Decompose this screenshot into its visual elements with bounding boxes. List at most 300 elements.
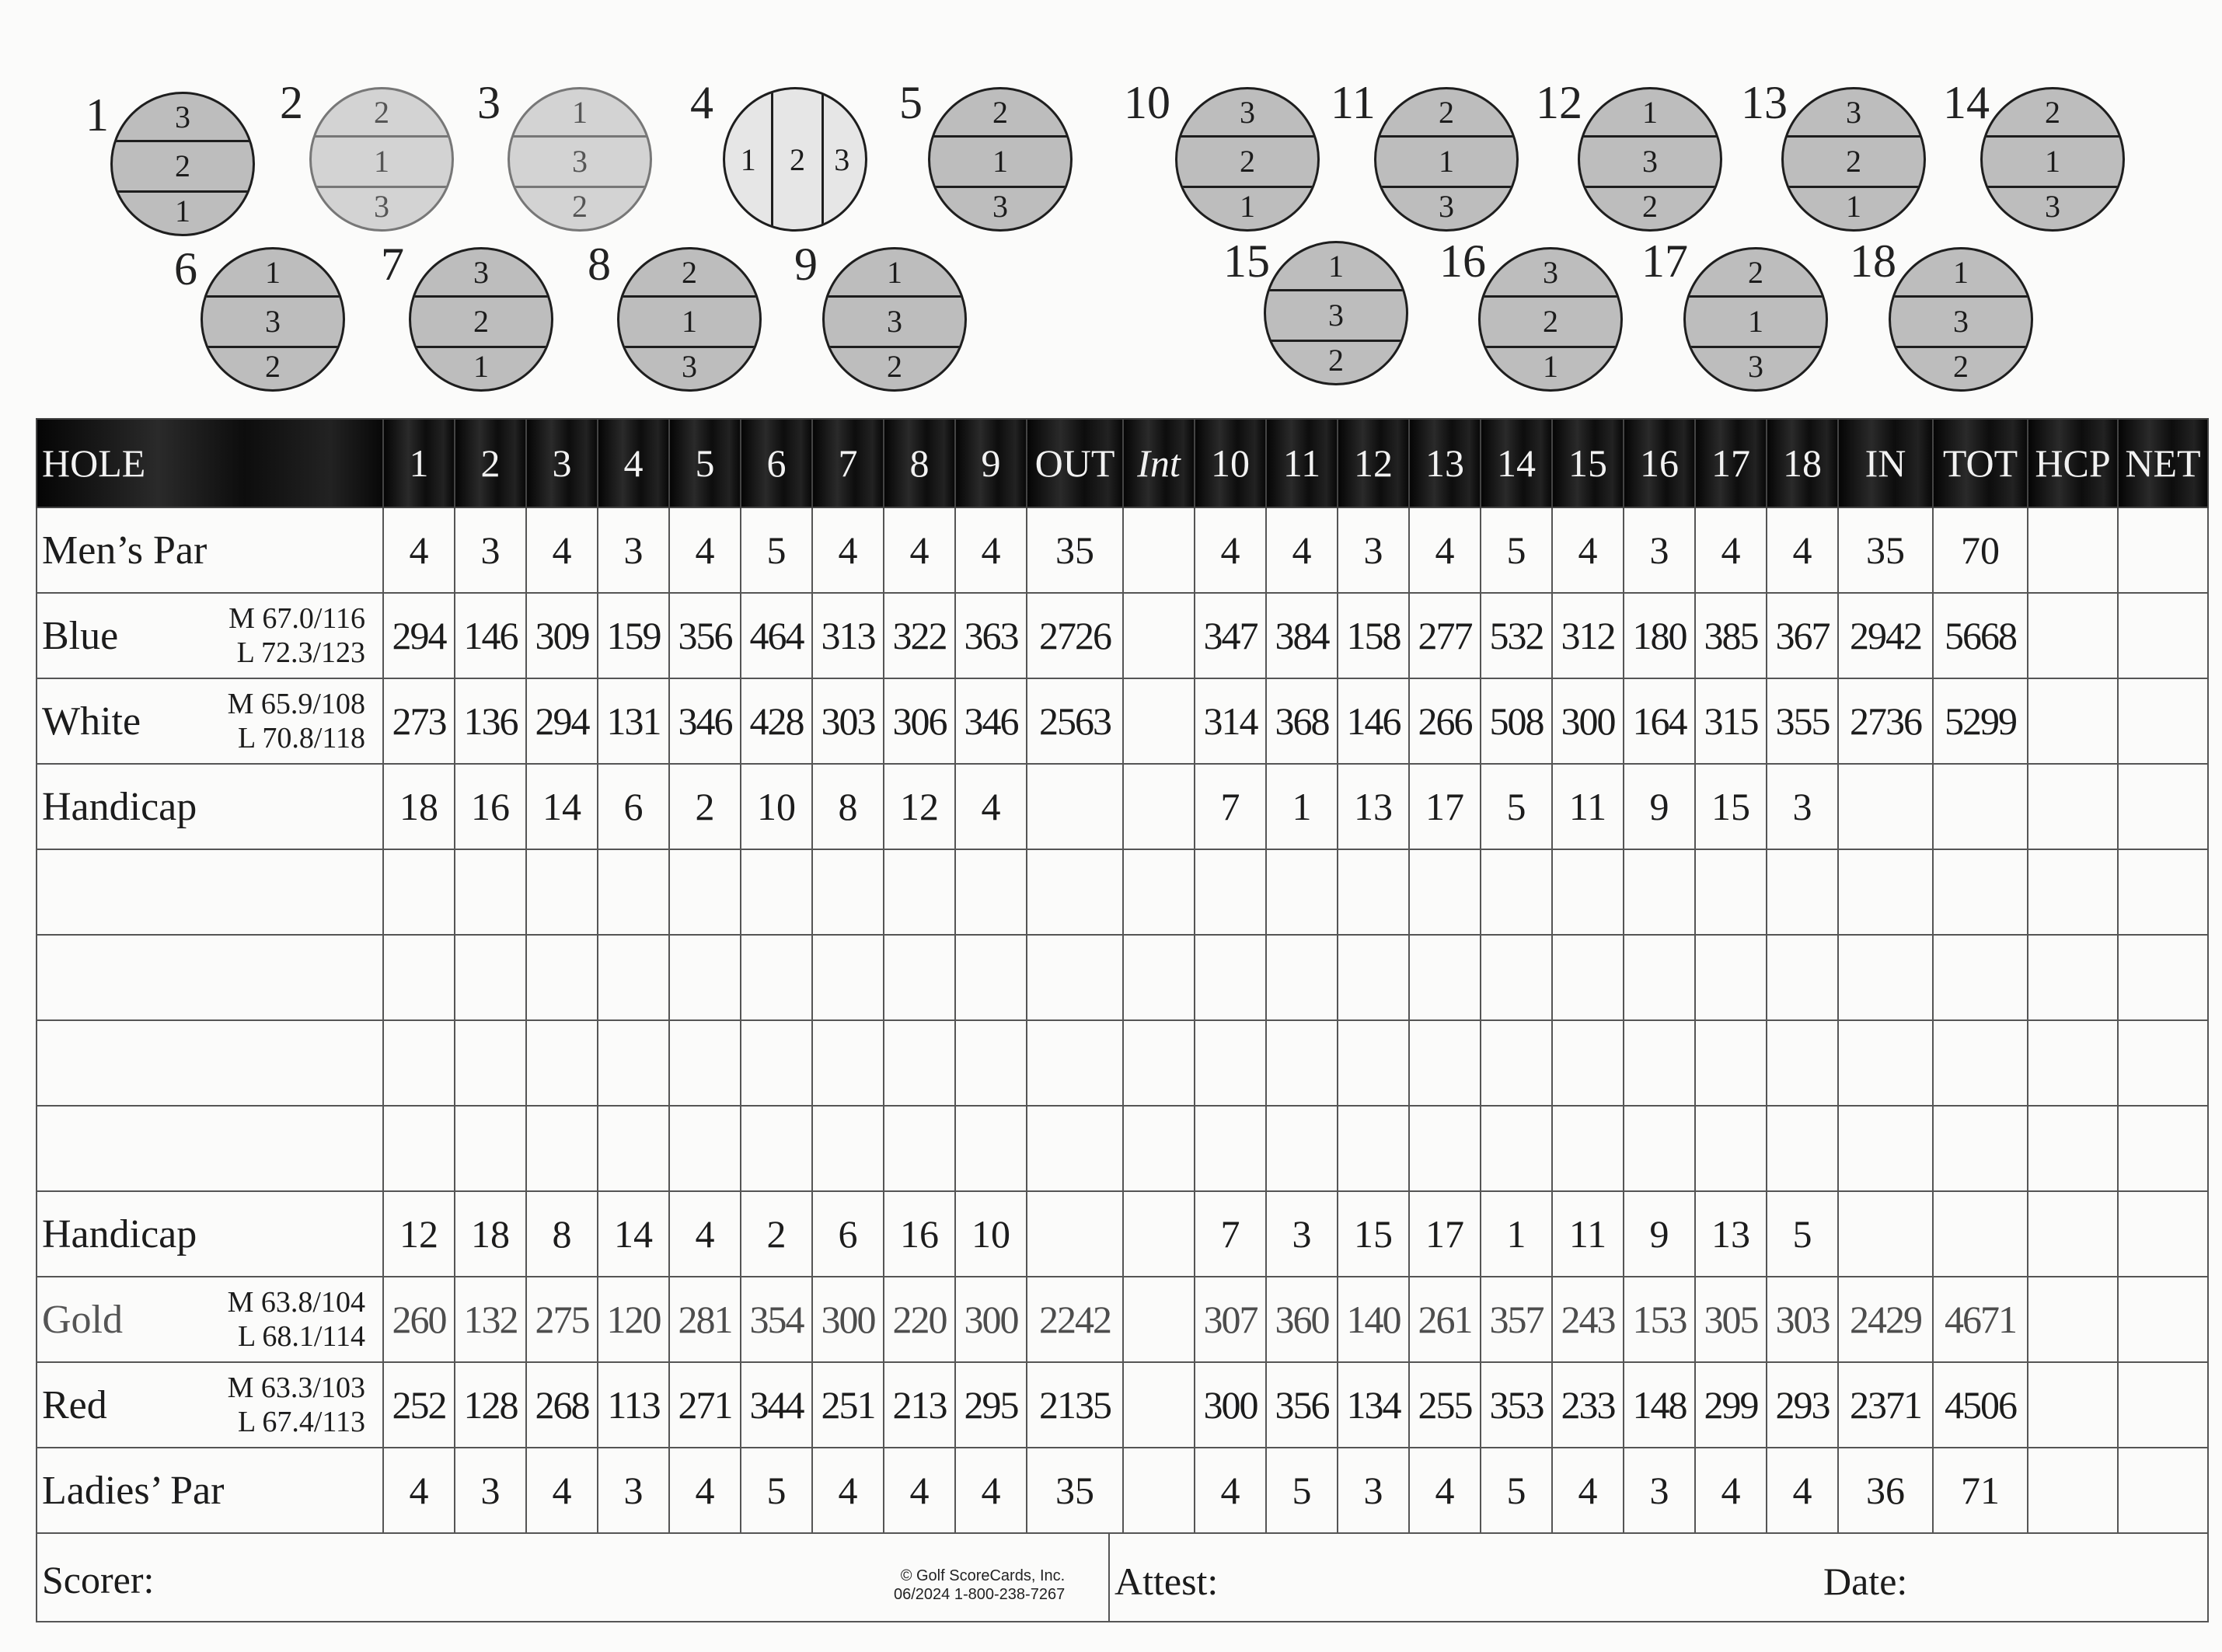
score-cell[interactable]: [1409, 1106, 1481, 1191]
value-cell: 10: [955, 1191, 1027, 1277]
score-cell[interactable]: [1695, 1106, 1767, 1191]
score-cell[interactable]: [669, 1106, 741, 1191]
rating-line: M 65.9/108: [227, 688, 365, 720]
score-cell[interactable]: [1933, 1020, 2028, 1106]
pin-section-number: 1: [265, 255, 281, 291]
score-cell[interactable]: [1195, 849, 1266, 935]
score-cell[interactable]: [455, 935, 526, 1020]
value-cell: 4: [669, 1191, 741, 1277]
value-cell: [2028, 1277, 2118, 1362]
value-cell: 532: [1481, 593, 1552, 678]
value-cell: 4: [1767, 1448, 1838, 1533]
ladies-par-row: [37, 1448, 2208, 1533]
green-pin-diagram: [1175, 87, 1320, 232]
value-cell: 2135: [1027, 1362, 1123, 1448]
row-label-cell: [37, 593, 383, 678]
date-field[interactable]: Date:: [1823, 1560, 1908, 1603]
score-cell[interactable]: [669, 849, 741, 935]
score-cell[interactable]: [1027, 1020, 1123, 1106]
value-cell: 271: [669, 1362, 741, 1448]
column-header: 7: [812, 419, 884, 507]
value-cell: [1123, 678, 1195, 764]
pin-hole-number: 7: [381, 239, 404, 290]
score-cell[interactable]: [2118, 1106, 2208, 1191]
score-cell[interactable]: [741, 1020, 812, 1106]
value-cell: [2028, 1448, 2118, 1533]
score-cell[interactable]: [2028, 935, 2118, 1020]
value-cell: 363: [955, 593, 1027, 678]
value-cell: 132: [455, 1277, 526, 1362]
pin-section-number: 2: [682, 255, 697, 291]
pin-hole-number: 16: [1439, 235, 1486, 287]
green-pin-diagram: [508, 87, 652, 232]
score-cell[interactable]: [1409, 849, 1481, 935]
pin-section-number: 2: [572, 188, 588, 224]
row-label-cell[interactable]: [37, 935, 383, 1020]
pin-hole-number: 12: [1536, 77, 1582, 128]
score-cell[interactable]: [741, 935, 812, 1020]
pin-section-number: 3: [1266, 289, 1406, 341]
value-cell: 281: [669, 1277, 741, 1362]
value-cell: [2118, 1277, 2208, 1362]
score-cell[interactable]: [1027, 1106, 1123, 1191]
score-cell[interactable]: [383, 1020, 455, 1106]
column-header: 13: [1409, 419, 1481, 507]
score-cell[interactable]: [2118, 935, 2208, 1020]
pin-section-number: 3: [1543, 255, 1558, 291]
row-label-cell[interactable]: [37, 1020, 383, 1106]
value-cell: 3: [1624, 507, 1695, 593]
pin-section-number: 1: [312, 135, 452, 187]
value-cell: [2118, 593, 2208, 678]
score-cell[interactable]: [955, 1020, 1027, 1106]
value-cell: 243: [1552, 1277, 1624, 1362]
value-cell: [2028, 1191, 2118, 1277]
signature-row: [37, 1533, 2208, 1622]
score-cell[interactable]: [1266, 1106, 1338, 1191]
score-cell[interactable]: [455, 1106, 526, 1191]
value-cell: 3: [1767, 764, 1838, 849]
value-cell: 252: [383, 1362, 455, 1448]
handicap-row: [37, 764, 2208, 849]
pin-section-number: 1: [572, 95, 588, 131]
value-cell: 4: [955, 507, 1027, 593]
header-row: [37, 419, 2208, 507]
value-cell: 4: [1409, 1448, 1481, 1533]
value-cell: 4: [812, 1448, 884, 1533]
score-cell[interactable]: [1123, 935, 1195, 1020]
score-cell[interactable]: [1338, 849, 1409, 935]
value-cell: [1027, 764, 1123, 849]
row-label: Men’s Par: [42, 528, 208, 573]
value-cell: 266: [1409, 678, 1481, 764]
value-cell: 3: [1624, 1448, 1695, 1533]
value-cell: 153: [1624, 1277, 1695, 1362]
score-cell[interactable]: [455, 849, 526, 935]
value-cell: 4: [1552, 1448, 1624, 1533]
value-cell: [1123, 1277, 1195, 1362]
pin-section-number: 3: [682, 348, 697, 384]
score-cell[interactable]: [1838, 849, 1933, 935]
column-header: 4: [598, 419, 669, 507]
score-cell[interactable]: [1552, 849, 1624, 935]
value-cell: 2: [669, 764, 741, 849]
value-cell: 360: [1266, 1277, 1338, 1362]
pin-hole-number: 1: [85, 89, 109, 141]
score-cell[interactable]: [1266, 1020, 1338, 1106]
score-cell[interactable]: [1266, 849, 1338, 935]
column-header: 1: [383, 419, 455, 507]
pin-section-number: 1: [619, 295, 759, 347]
value-cell: 312: [1552, 593, 1624, 678]
pin-hole-number: 14: [1943, 77, 1990, 128]
score-cell[interactable]: [812, 1020, 884, 1106]
score-entry-row[interactable]: [37, 1020, 2208, 1106]
value-cell: 146: [455, 593, 526, 678]
score-cell[interactable]: [598, 935, 669, 1020]
green-pin-diagram: [1781, 87, 1926, 232]
row-label: Gold: [42, 1297, 123, 1342]
value-cell: [2118, 1362, 2208, 1448]
pin-hole-number: 18: [1850, 235, 1896, 287]
score-cell[interactable]: [526, 1020, 598, 1106]
score-cell[interactable]: [1481, 1020, 1552, 1106]
column-header: 3: [526, 419, 598, 507]
course-rating-slope: [228, 1371, 365, 1439]
score-cell[interactable]: [2028, 1020, 2118, 1106]
score-cell[interactable]: [1123, 1020, 1195, 1106]
scorer-field[interactable]: Scorer:: [42, 1558, 155, 1601]
green-pin-diagram: [723, 87, 867, 232]
value-cell: 3: [455, 507, 526, 593]
score-cell[interactable]: [526, 935, 598, 1020]
score-cell[interactable]: [2118, 1020, 2208, 1106]
score-cell[interactable]: [1624, 1020, 1695, 1106]
green-pin-diagram: [110, 92, 255, 236]
row-label-cell[interactable]: [37, 849, 383, 935]
copyright-line: © Golf ScoreCards, Inc.: [900, 1567, 1066, 1584]
score-cell[interactable]: [812, 1106, 884, 1191]
score-cell[interactable]: [526, 849, 598, 935]
value-cell: 4: [1195, 507, 1266, 593]
pin-section-number: 3: [825, 295, 964, 347]
green-pin-diagram: [1264, 241, 1408, 385]
score-cell[interactable]: [1552, 1106, 1624, 1191]
row-label-cell: [37, 678, 383, 764]
score-cell[interactable]: [1195, 935, 1266, 1020]
score-cell[interactable]: [1767, 935, 1838, 1020]
score-cell[interactable]: [1624, 1106, 1695, 1191]
score-cell[interactable]: [1767, 1106, 1838, 1191]
score-cell[interactable]: [1027, 935, 1123, 1020]
value-cell: 11: [1552, 1191, 1624, 1277]
score-cell[interactable]: [1123, 1106, 1195, 1191]
value-cell: 3: [1338, 507, 1409, 593]
score-cell[interactable]: [1695, 1020, 1767, 1106]
value-cell: 260: [383, 1277, 455, 1362]
pin-section-number: 3: [1891, 295, 2031, 347]
value-cell: [2028, 1362, 2118, 1448]
course-rating-slope: [228, 1285, 365, 1354]
value-cell: [1838, 1191, 1933, 1277]
score-cell[interactable]: [884, 849, 955, 935]
value-cell: 10: [741, 764, 812, 849]
score-cell[interactable]: [526, 1106, 598, 1191]
value-cell: [2118, 507, 2208, 593]
value-cell: [2118, 764, 2208, 849]
score-cell[interactable]: [669, 935, 741, 1020]
score-cell[interactable]: [455, 1020, 526, 1106]
value-cell: 384: [1266, 593, 1338, 678]
score-cell[interactable]: [1552, 935, 1624, 1020]
value-cell: 12: [383, 1191, 455, 1277]
score-cell[interactable]: [2028, 849, 2118, 935]
score-cell[interactable]: [1624, 935, 1695, 1020]
column-header: 18: [1767, 419, 1838, 507]
value-cell: 2942: [1838, 593, 1933, 678]
score-cell[interactable]: [598, 1020, 669, 1106]
score-cell[interactable]: [1338, 1020, 1409, 1106]
value-cell: 1: [1481, 1191, 1552, 1277]
value-cell: 4: [884, 1448, 955, 1533]
value-cell: 3: [598, 507, 669, 593]
value-cell: 36: [1838, 1448, 1933, 1533]
column-header: HCP: [2028, 419, 2118, 507]
score-entry-row[interactable]: [37, 935, 2208, 1020]
score-cell[interactable]: [1695, 849, 1767, 935]
score-cell[interactable]: [1481, 849, 1552, 935]
value-cell: 6: [598, 764, 669, 849]
score-cell[interactable]: [1338, 935, 1409, 1020]
score-cell[interactable]: [2118, 849, 2208, 935]
value-cell: [1933, 1191, 2028, 1277]
score-cell[interactable]: [1409, 1020, 1481, 1106]
score-cell[interactable]: [1767, 849, 1838, 935]
value-cell: 4: [383, 1448, 455, 1533]
value-cell: 5: [1481, 764, 1552, 849]
score-cell[interactable]: [1933, 1106, 2028, 1191]
pin-section-number: 3: [1846, 95, 1861, 131]
score-cell[interactable]: [1552, 1020, 1624, 1106]
column-header: 2: [455, 419, 526, 507]
row-label: Blue: [42, 613, 119, 658]
pin-section-number: 3: [175, 99, 190, 135]
value-cell: [1123, 1448, 1195, 1533]
pin-section-number: 1: [740, 141, 756, 177]
green-pin-diagram: [409, 247, 553, 392]
pin-section-number: 3: [1240, 95, 1255, 131]
value-cell: 368: [1266, 678, 1338, 764]
value-cell: 4: [1266, 507, 1338, 593]
rating-line: L 72.3/123: [236, 636, 365, 669]
column-header: 8: [884, 419, 955, 507]
value-cell: 306: [884, 678, 955, 764]
value-cell: 313: [812, 593, 884, 678]
value-cell: 428: [741, 678, 812, 764]
score-cell[interactable]: [1838, 1020, 1933, 1106]
pin-section-number: 2: [1439, 95, 1454, 131]
pin-hole-number: 6: [174, 243, 197, 295]
value-cell: 7: [1195, 1191, 1266, 1277]
pin-section-number: 3: [1439, 188, 1454, 224]
pin-section-number: 2: [992, 95, 1008, 131]
value-cell: 275: [526, 1277, 598, 1362]
value-cell: 17: [1409, 764, 1481, 849]
value-cell: 2242: [1027, 1277, 1123, 1362]
value-cell: 5: [1266, 1448, 1338, 1533]
score-cell[interactable]: [955, 935, 1027, 1020]
value-cell: 3: [598, 1448, 669, 1533]
gold-row: [37, 1277, 2208, 1362]
score-cell[interactable]: [1195, 1106, 1266, 1191]
value-cell: 5: [1767, 1191, 1838, 1277]
score-cell[interactable]: [1838, 1106, 1933, 1191]
score-cell[interactable]: [1195, 1020, 1266, 1106]
value-cell: 13: [1695, 1191, 1767, 1277]
value-cell: 1: [1266, 764, 1338, 849]
pin-section-number: 1: [887, 255, 902, 291]
rating-line: M 67.0/116: [228, 602, 365, 635]
printer-credit: [894, 1567, 1065, 1604]
score-cell[interactable]: [741, 849, 812, 935]
pin-section-number: 2: [1953, 348, 1969, 384]
green-pin-diagram: [1980, 87, 2125, 232]
value-cell: 309: [526, 593, 598, 678]
column-header: TOT: [1933, 419, 2028, 507]
value-cell: 4671: [1933, 1277, 2028, 1362]
value-cell: 322: [884, 593, 955, 678]
score-cell[interactable]: [669, 1020, 741, 1106]
score-cell[interactable]: [1767, 1020, 1838, 1106]
score-cell[interactable]: [1933, 935, 2028, 1020]
value-cell: 13: [1338, 764, 1409, 849]
pin-section-number: 2: [2045, 95, 2060, 131]
green-pin-diagram: [1478, 247, 1623, 392]
score-cell[interactable]: [598, 1106, 669, 1191]
green-pin-diagram: [617, 247, 762, 392]
value-cell: [2028, 678, 2118, 764]
row-label-cell: [37, 1191, 383, 1277]
value-cell: [2028, 593, 2118, 678]
score-cell[interactable]: [2028, 1106, 2118, 1191]
score-entry-row[interactable]: [37, 1106, 2208, 1191]
value-cell: 17: [1409, 1191, 1481, 1277]
row-label: Red: [42, 1382, 107, 1427]
value-cell: 120: [598, 1277, 669, 1362]
pin-section-number: 2: [887, 348, 902, 384]
value-cell: 357: [1481, 1277, 1552, 1362]
value-cell: 2371: [1838, 1362, 1933, 1448]
score-cell[interactable]: [1695, 935, 1767, 1020]
score-cell[interactable]: [1123, 849, 1195, 935]
value-cell: 5668: [1933, 593, 2028, 678]
value-cell: 148: [1624, 1362, 1695, 1448]
score-cell[interactable]: [884, 1020, 955, 1106]
value-cell: [2028, 507, 2118, 593]
score-cell[interactable]: [955, 849, 1027, 935]
pin-hole-number: 5: [899, 77, 923, 128]
score-cell[interactable]: [1624, 849, 1695, 935]
mens-par-row: [37, 507, 2208, 593]
value-cell: 315: [1695, 678, 1767, 764]
row-label-cell: [37, 1362, 383, 1448]
value-cell: 9: [1624, 1191, 1695, 1277]
score-cell[interactable]: [955, 1106, 1027, 1191]
score-cell[interactable]: [884, 935, 955, 1020]
value-cell: [1123, 507, 1195, 593]
score-cell[interactable]: [1266, 935, 1338, 1020]
score-cell[interactable]: [383, 935, 455, 1020]
row-label-cell: [37, 764, 383, 849]
value-cell: 15: [1338, 1191, 1409, 1277]
pin-section-number: 1: [1953, 255, 1969, 291]
pin-section-number: 3: [203, 295, 343, 347]
value-cell: 18: [383, 764, 455, 849]
value-cell: 128: [455, 1362, 526, 1448]
value-cell: [1933, 764, 2028, 849]
value-cell: [1123, 764, 1195, 849]
score-cell[interactable]: [383, 1106, 455, 1191]
value-cell: 5: [1481, 507, 1552, 593]
pin-section-number: 1: [473, 348, 489, 384]
row-label: Handicap: [42, 1211, 197, 1256]
value-cell: [2118, 1191, 2208, 1277]
value-cell: 5: [1481, 1448, 1552, 1533]
score-cell[interactable]: [1481, 935, 1552, 1020]
pin-section-number: 1: [1846, 188, 1861, 224]
score-cell[interactable]: [1838, 935, 1933, 1020]
blue-row: [37, 593, 2208, 678]
rating-line: L 70.8/118: [238, 722, 365, 755]
column-header: 11: [1266, 419, 1338, 507]
score-cell[interactable]: [1338, 1106, 1409, 1191]
score-cell[interactable]: [1409, 935, 1481, 1020]
score-cell[interactable]: [884, 1106, 955, 1191]
score-cell[interactable]: [1481, 1106, 1552, 1191]
pin-hole-number: 4: [690, 77, 713, 128]
value-cell: 295: [955, 1362, 1027, 1448]
score-cell[interactable]: [383, 849, 455, 935]
score-cell[interactable]: [812, 935, 884, 1020]
score-cell[interactable]: [598, 849, 669, 935]
value-cell: 4: [1409, 507, 1481, 593]
score-cell[interactable]: [812, 849, 884, 935]
scorecard-table: [36, 418, 2209, 1622]
value-cell: 2: [741, 1191, 812, 1277]
value-cell: 113: [598, 1362, 669, 1448]
green-pin-diagram: [309, 87, 454, 232]
score-entry-row[interactable]: [37, 849, 2208, 935]
value-cell: 164: [1624, 678, 1695, 764]
score-cell[interactable]: [741, 1106, 812, 1191]
value-cell: 131: [598, 678, 669, 764]
value-cell: 346: [669, 678, 741, 764]
pin-section-number: 1: [175, 193, 190, 228]
attest-field[interactable]: Attest:: [1114, 1560, 1219, 1603]
column-header: NET: [2118, 419, 2208, 507]
column-header: 16: [1624, 419, 1695, 507]
value-cell: 12: [884, 764, 955, 849]
value-cell: 300: [1552, 678, 1624, 764]
row-label-cell[interactable]: [37, 1106, 383, 1191]
score-cell[interactable]: [1933, 849, 2028, 935]
rating-line: L 67.4/113: [238, 1406, 365, 1438]
score-cell[interactable]: [1027, 849, 1123, 935]
value-cell: 18: [455, 1191, 526, 1277]
value-cell: 347: [1195, 593, 1266, 678]
value-cell: 255: [1409, 1362, 1481, 1448]
pin-section-number: 1: [1543, 348, 1558, 384]
